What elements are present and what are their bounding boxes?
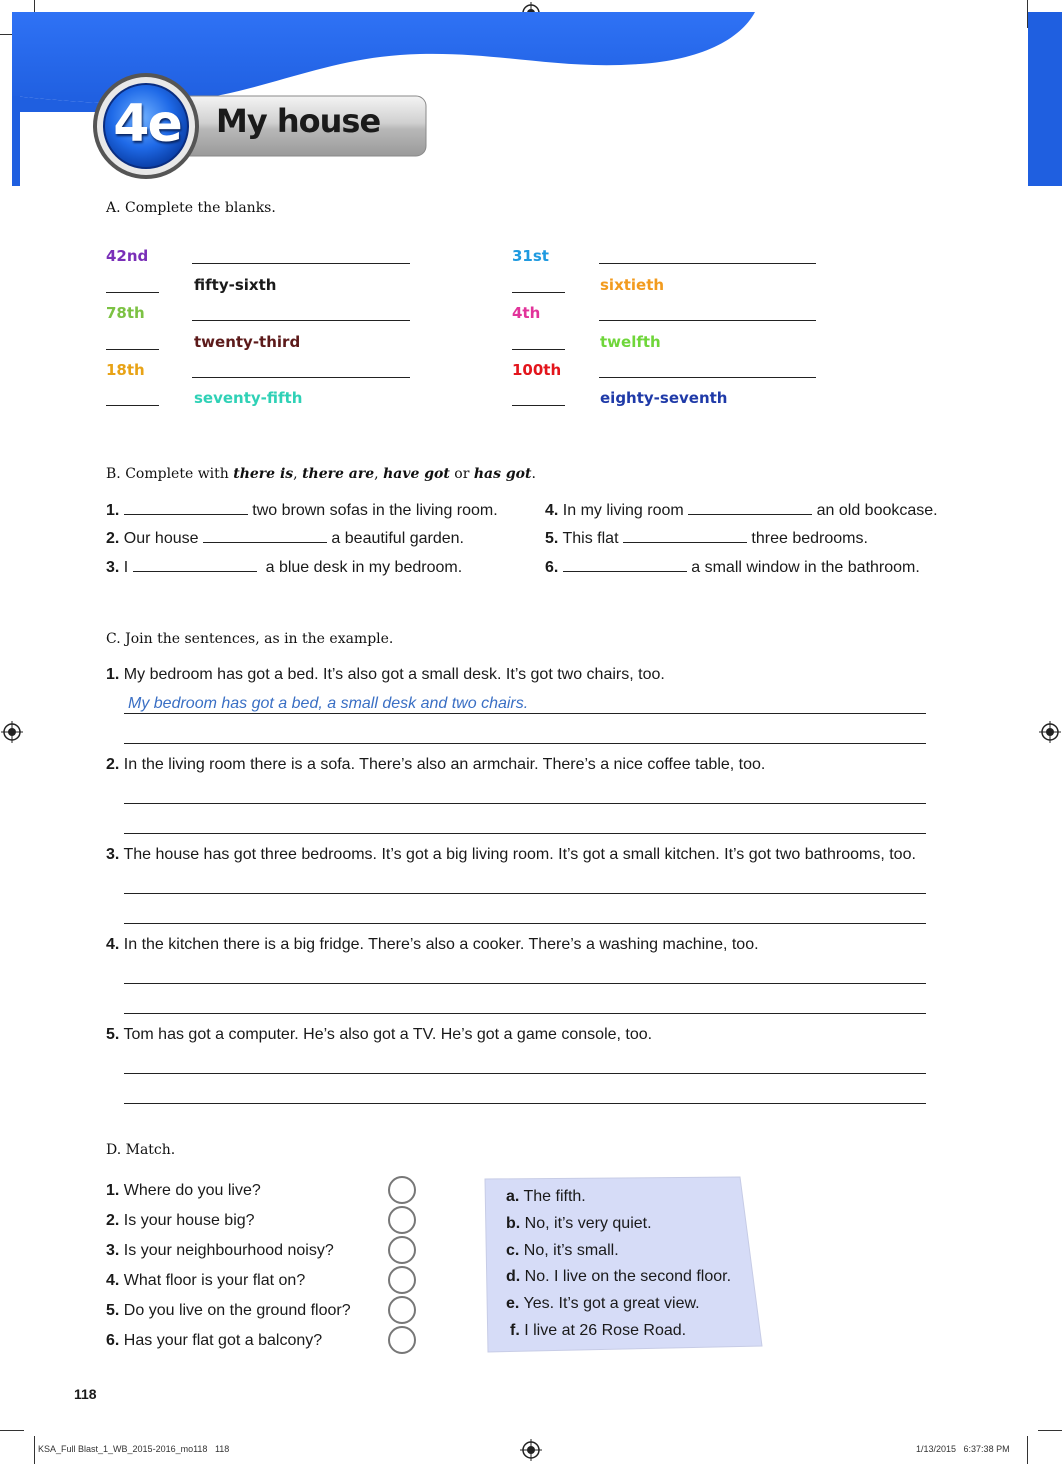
item-text-before: In my living room	[562, 502, 684, 519]
answer-circle[interactable]	[388, 1296, 416, 1324]
title-text: ,	[293, 466, 303, 482]
exercise-item	[106, 666, 665, 684]
question-text: What floor is your flat on?	[123, 1272, 306, 1289]
registration-mark-icon	[520, 1439, 542, 1461]
answer-box	[482, 1176, 764, 1354]
match-answer	[506, 1268, 731, 1286]
match-question	[106, 1302, 351, 1320]
item-text: Tom has got a computer. He’s also got a TV. He’s got a game console, too.	[123, 1026, 653, 1043]
answer-circle[interactable]	[388, 1266, 416, 1294]
answer-text: I live at 26 Rose Road.	[524, 1322, 687, 1339]
answer-blank[interactable]	[124, 502, 248, 515]
item-text-after: two brown sofas in the living room.	[252, 502, 498, 519]
answer-text: Yes. It’s got a great view.	[523, 1295, 700, 1313]
answer-blank[interactable]	[106, 292, 159, 293]
answer-line[interactable]	[124, 743, 926, 744]
item-number: 2.	[106, 756, 120, 773]
item-number: 4.	[106, 1272, 120, 1289]
item-text-after: a beautiful garden.	[331, 530, 464, 547]
item-text-before: I	[123, 559, 129, 576]
answer-line[interactable]	[124, 1073, 926, 1074]
title-text: ,	[374, 466, 384, 482]
ordinal-number: 18th	[106, 361, 145, 379]
answer-letter: a.	[506, 1188, 520, 1205]
crop-mark	[1038, 1430, 1062, 1431]
page-title: My house	[216, 102, 381, 140]
item-text: The house has got three bedrooms. It’s got a big living room. It’s got a small kitchen. It’s got two bathrooms, too.	[123, 846, 916, 863]
item-number: 5.	[106, 1026, 120, 1043]
section-a-title: A. Complete the blanks.	[106, 200, 276, 216]
question-text: Has your flat got a balcony?	[123, 1332, 323, 1349]
ordinal-word: sixtieth	[600, 276, 665, 294]
answer-line[interactable]	[124, 893, 926, 894]
answer-line[interactable]	[124, 833, 926, 834]
match-question	[106, 1272, 305, 1290]
exercise-item	[106, 936, 759, 954]
match-answer	[506, 1188, 586, 1206]
ordinal-word: twenty-third	[194, 333, 301, 351]
file-info: KSA_Full Blast_1_WB_2015-2016_mo118 118	[38, 1444, 230, 1454]
question-text: Is your neighbourhood noisy?	[123, 1242, 334, 1259]
answer-blank[interactable]	[512, 405, 565, 406]
exercise-item	[106, 502, 498, 520]
answer-blank[interactable]	[133, 559, 257, 572]
ordinal-number: 31st	[512, 247, 549, 265]
question-text: Where do you live?	[123, 1182, 261, 1199]
ordinal-number: 4th	[512, 304, 541, 322]
item-number: 6.	[545, 559, 559, 576]
title-text: .	[531, 466, 536, 482]
question-text: Is your house big?	[123, 1212, 255, 1229]
title-text: B. Complete with	[106, 466, 234, 482]
answer-blank[interactable]	[203, 530, 327, 543]
item-text-after: a small window in the bathroom.	[691, 559, 920, 576]
item-text-before: Our house	[123, 530, 199, 547]
answer-line[interactable]	[124, 983, 926, 984]
crop-mark	[34, 1436, 35, 1464]
item-text-after: a blue desk in my bedroom.	[261, 559, 463, 576]
item-number: 2.	[106, 1212, 120, 1229]
item-number: 4.	[545, 502, 559, 519]
item-text: In the kitchen there is a big fridge. There’s also a cooker. There’s a washing machine, too.	[123, 936, 759, 953]
example-answer: My bedroom has got a bed, a small desk and two chairs.	[128, 695, 529, 712]
answer-text: No. I live on the second floor.	[524, 1268, 732, 1286]
answer-letter: e.	[506, 1295, 520, 1313]
answer-line[interactable]	[124, 1013, 926, 1014]
item-text-after: an old bookcase.	[816, 502, 938, 519]
item-number: 5.	[106, 1302, 120, 1319]
exercise-item	[545, 530, 868, 548]
answer-circle[interactable]	[388, 1236, 416, 1264]
answer-line[interactable]	[124, 713, 926, 714]
section-b-title	[106, 466, 536, 482]
title-keyword: have got	[383, 466, 450, 482]
crop-mark	[1027, 1436, 1028, 1464]
ordinal-word: fifty-sixth	[194, 276, 277, 294]
title-keyword: there is	[233, 466, 294, 482]
exercise-item	[545, 502, 938, 520]
item-text-after: three bedrooms.	[751, 530, 868, 547]
answer-line[interactable]	[124, 923, 926, 924]
unit-number: 4e	[113, 94, 181, 154]
item-number: 6.	[106, 1332, 120, 1349]
section-d-title: D. Match.	[106, 1142, 176, 1158]
match-question	[106, 1332, 322, 1350]
item-text: In the living room there is a sofa. There’s also an armchair. There’s a nice coffee table, too.	[123, 756, 766, 773]
ordinal-word: eighty-seventh	[600, 389, 728, 407]
item-number: 1.	[106, 666, 120, 683]
answer-blank[interactable]	[192, 320, 410, 321]
exercise-item	[106, 1026, 652, 1044]
item-number: 4.	[106, 936, 120, 953]
exercise-item	[106, 756, 765, 774]
match-question	[106, 1182, 261, 1200]
answer-blank[interactable]	[599, 377, 816, 378]
answer-blank[interactable]	[599, 263, 816, 264]
answer-blank[interactable]	[623, 530, 747, 543]
answer-letter: b.	[506, 1214, 521, 1232]
answer-text: The fifth.	[523, 1188, 586, 1205]
answer-blank[interactable]	[106, 349, 159, 350]
match-answer	[510, 1322, 686, 1340]
ordinal-word: seventy-fifth	[194, 389, 303, 407]
item-number: 3.	[106, 1242, 120, 1259]
ordinal-word: twelfth	[600, 333, 661, 351]
page-number: 118	[74, 1386, 97, 1402]
question-text: Do you live on the ground floor?	[123, 1302, 351, 1319]
answer-blank[interactable]	[563, 559, 687, 572]
answer-text: No, it’s small.	[523, 1241, 619, 1259]
title-keyword: there are	[302, 466, 375, 482]
exercise-item	[106, 846, 916, 864]
item-number: 1.	[106, 502, 120, 519]
answer-circle[interactable]	[388, 1326, 416, 1354]
answer-blank[interactable]	[512, 349, 565, 350]
answer-blank[interactable]	[599, 320, 816, 321]
answer-circle[interactable]	[388, 1206, 416, 1234]
match-answer	[506, 1215, 652, 1233]
item-number: 1.	[106, 1182, 120, 1199]
answer-blank[interactable]	[192, 377, 410, 378]
exercise-item	[545, 559, 920, 577]
section-c-title: C. Join the sentences, as in the example.	[106, 631, 394, 647]
item-text-before: This flat	[562, 530, 619, 547]
registration-mark-icon	[1039, 721, 1061, 743]
title-keyword: has got	[473, 466, 532, 482]
answer-letter: c.	[506, 1241, 520, 1259]
answer-circle[interactable]	[388, 1176, 416, 1204]
timestamp: 1/13/2015 6:37:38 PM	[916, 1444, 1010, 1454]
item-number: 5.	[545, 530, 559, 547]
match-answer	[506, 1295, 700, 1313]
match-question	[106, 1242, 334, 1260]
match-question	[106, 1212, 255, 1230]
registration-mark-icon	[1, 721, 23, 743]
answer-blank[interactable]	[106, 405, 159, 406]
answer-line[interactable]	[124, 803, 926, 804]
title-text: or	[449, 466, 474, 482]
ordinal-number: 100th	[512, 361, 562, 379]
ordinal-number: 78th	[106, 304, 145, 322]
item-number: 2.	[106, 530, 120, 547]
answer-blank[interactable]	[688, 502, 812, 515]
answer-line[interactable]	[124, 1103, 926, 1104]
item-number: 3.	[106, 846, 120, 863]
item-text: My bedroom has got a bed. It’s also got a small desk. It’s got two chairs, too.	[123, 666, 665, 683]
answer-letter: f.	[510, 1322, 520, 1339]
answer-blank[interactable]	[192, 263, 410, 264]
exercise-item	[106, 559, 462, 577]
answer-text: No, it’s very quiet.	[524, 1214, 652, 1232]
answer-blank[interactable]	[512, 292, 565, 293]
exercise-item	[106, 530, 464, 548]
crop-mark	[0, 1430, 24, 1431]
match-answer	[506, 1242, 619, 1260]
answer-letter: d.	[506, 1268, 521, 1286]
ordinal-number: 42nd	[106, 247, 149, 265]
item-number: 3.	[106, 559, 120, 576]
